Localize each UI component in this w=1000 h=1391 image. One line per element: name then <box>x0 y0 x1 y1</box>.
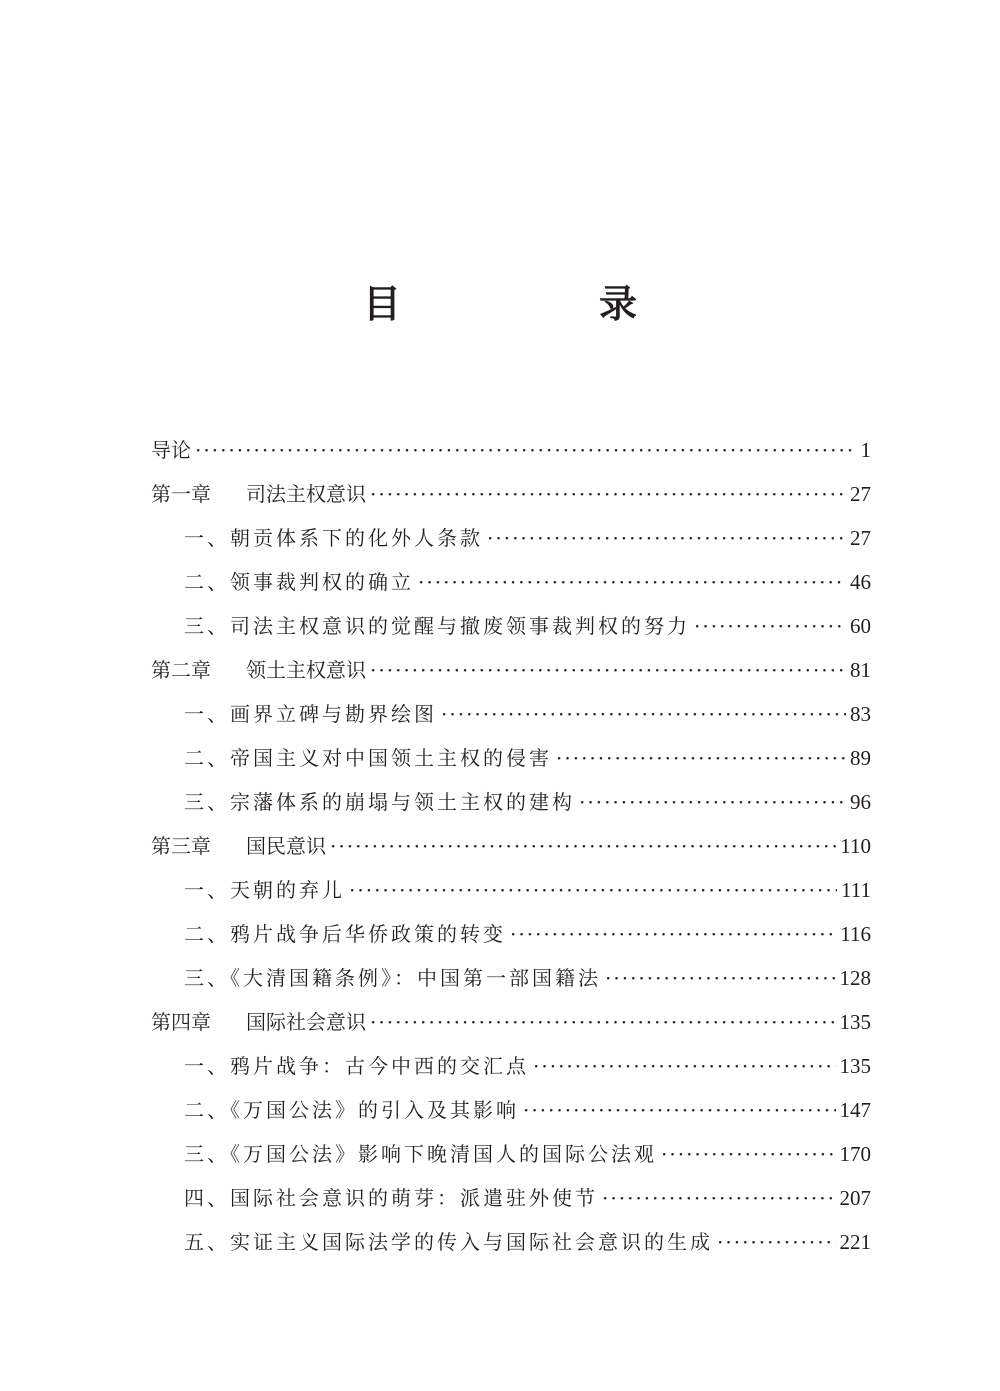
chapter-number: 第四章 <box>151 1010 211 1034</box>
dot-leader <box>694 604 846 648</box>
dot-leader <box>510 912 836 956</box>
entry-title: 二、领事裁判权的确立 <box>184 570 414 594</box>
page-number: 83 <box>850 702 871 726</box>
dot-leader <box>602 1176 836 1220</box>
chapter-title: 领土主权意识 <box>246 658 366 682</box>
toc-entry-section[interactable] <box>151 1220 871 1264</box>
entry-title <box>151 1000 366 1044</box>
chapter-title: 国民意识 <box>246 834 326 858</box>
chapter-title: 司法主权意识 <box>246 482 366 506</box>
page-number: 46 <box>850 570 871 594</box>
entry-title: 五、实证主义国际法学的传入与国际社会意识的生成 <box>184 1230 713 1254</box>
toc-entry-section[interactable] <box>151 560 871 604</box>
page-number: 81 <box>850 658 871 682</box>
entry-title <box>151 648 366 692</box>
toc-entry-section[interactable] <box>151 516 871 560</box>
chapter-number: 第三章 <box>151 834 211 858</box>
page-title: 目 录 <box>362 282 717 326</box>
page-number: 128 <box>839 966 871 990</box>
dot-leader <box>487 516 846 560</box>
dot-leader <box>370 648 846 692</box>
entry-title: 一、天朝的弃儿 <box>184 878 345 902</box>
toc-entry-section[interactable] <box>151 780 871 824</box>
page-number: 135 <box>839 1010 871 1034</box>
entry-title: 导论 <box>151 438 191 462</box>
entry-title <box>151 824 326 868</box>
entry-title: 三、《大清国籍条例》：中国第一部国籍法 <box>184 966 601 990</box>
entry-title: 二、帝国主义对中国领土主权的侵害 <box>184 746 552 770</box>
page-number: 96 <box>850 790 871 814</box>
toc-entry-section[interactable] <box>151 1088 871 1132</box>
toc-entry-section[interactable] <box>151 956 871 1000</box>
chapter-title: 国际社会意识 <box>246 1010 366 1034</box>
dot-leader <box>441 692 846 736</box>
entry-title <box>151 472 366 516</box>
chapter-number: 第一章 <box>151 482 211 506</box>
dot-leader <box>195 428 857 472</box>
entry-title: 二、《万国公法》的引入及其影响 <box>184 1098 519 1122</box>
toc-entry-section[interactable] <box>151 1132 871 1176</box>
page-number: 1 <box>860 438 871 462</box>
toc-entry-chapter-4[interactable] <box>151 1000 871 1044</box>
dot-leader <box>349 868 837 912</box>
entry-title: 三、宗藩体系的崩塌与领土主权的建构 <box>184 790 575 814</box>
entry-title: 一、画界立碑与勘界绘图 <box>184 702 437 726</box>
toc-entry-chapter-1[interactable] <box>151 472 871 516</box>
page-number: 221 <box>839 1230 871 1254</box>
entry-title: 二、鸦片战争后华侨政策的转变 <box>184 922 506 946</box>
dot-leader <box>579 780 846 824</box>
toc-entry-intro[interactable] <box>151 428 871 472</box>
page-number: 116 <box>840 922 871 946</box>
dot-leader <box>533 1044 836 1088</box>
dot-leader <box>370 1000 836 1044</box>
dot-leader <box>605 956 836 1000</box>
entry-title: 四、国际社会意识的萌芽：派遣驻外使节 <box>184 1186 598 1210</box>
page-number: 27 <box>850 526 871 550</box>
toc-entry-chapter-3[interactable] <box>151 824 871 868</box>
page-number: 27 <box>850 482 871 506</box>
page-number: 89 <box>850 746 871 770</box>
toc-entry-section[interactable] <box>151 868 871 912</box>
page-number: 170 <box>839 1142 871 1166</box>
dot-leader <box>556 736 846 780</box>
toc-entry-section[interactable] <box>151 912 871 956</box>
page-number: 111 <box>841 878 871 902</box>
toc-entry-section[interactable] <box>151 1176 871 1220</box>
toc-entry-chapter-2[interactable] <box>151 648 871 692</box>
toc-entry-section[interactable] <box>151 1044 871 1088</box>
dot-leader <box>330 824 836 868</box>
page-number: 147 <box>839 1098 871 1122</box>
page-number: 110 <box>840 834 871 858</box>
dot-leader <box>661 1132 836 1176</box>
toc-list <box>151 428 871 1264</box>
entry-title: 三、司法主权意识的觉醒与撤废领事裁判权的努力 <box>184 614 690 638</box>
chapter-number: 第二章 <box>151 658 211 682</box>
toc-entry-section[interactable] <box>151 604 871 648</box>
dot-leader <box>717 1220 836 1264</box>
page-number: 207 <box>839 1186 871 1210</box>
page-number: 60 <box>850 614 871 638</box>
toc-entry-section[interactable] <box>151 692 871 736</box>
dot-leader <box>418 560 846 604</box>
toc-entry-section[interactable] <box>151 736 871 780</box>
entry-title: 一、鸦片战争：古今中西的交汇点 <box>184 1054 529 1078</box>
dot-leader <box>370 472 846 516</box>
entry-title: 一、朝贡体系下的化外人条款 <box>184 526 483 550</box>
page-number: 135 <box>839 1054 871 1078</box>
entry-title: 三、《万国公法》影响下晚清国人的国际公法观 <box>184 1142 657 1166</box>
dot-leader <box>523 1088 836 1132</box>
